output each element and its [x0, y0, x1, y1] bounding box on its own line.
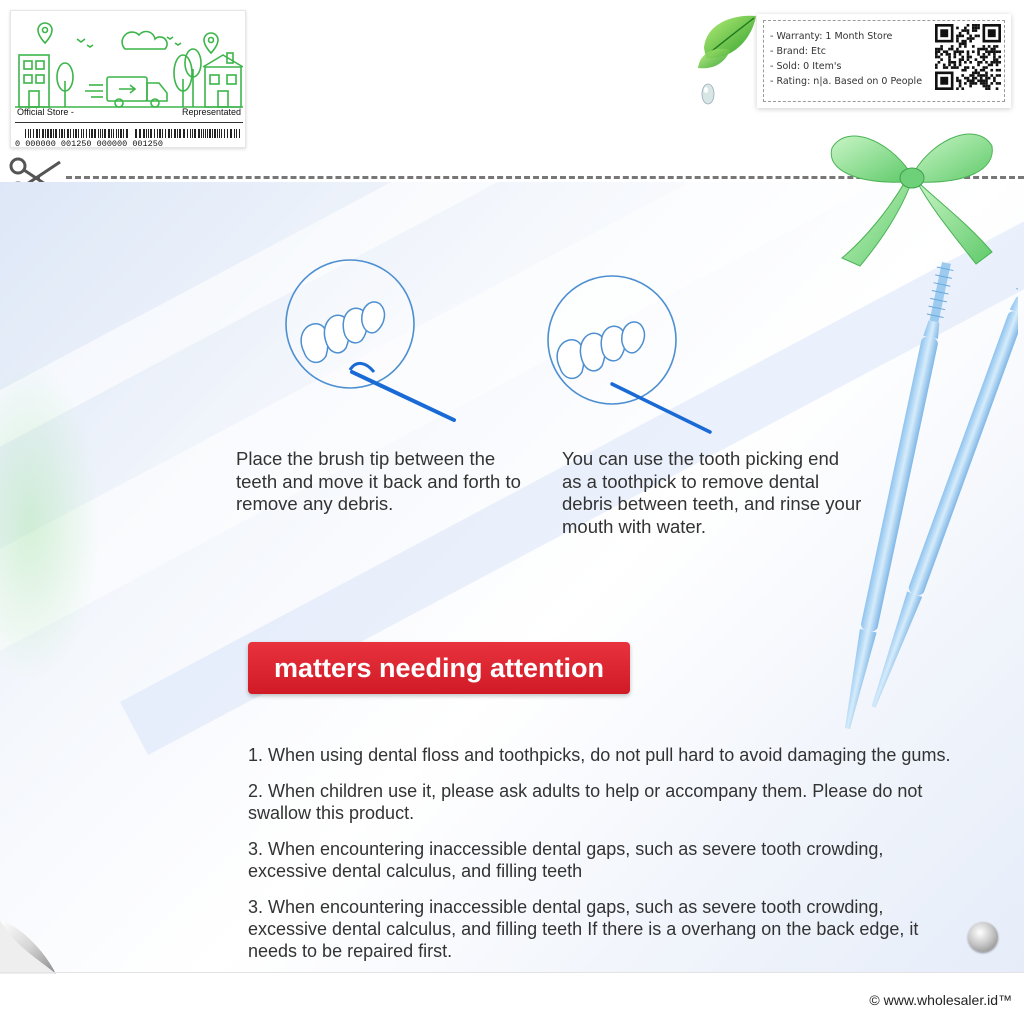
info-sold: - Sold: 0 Item's	[770, 61, 842, 72]
note-item: 1. When using dental floss and toothpicks, do not pull hard to avoid damaging the gums.	[248, 745, 951, 765]
notes-list	[248, 744, 998, 976]
note-item: 3. When encountering inaccessible dental gaps, such as severe tooth crowding, excessive dental calculus, and filling teeth If there is a overhang on the back edge, it needs to be repaired first.	[248, 897, 919, 961]
knob-icon	[968, 922, 998, 952]
page-curl-icon	[0, 920, 56, 974]
step-2-text: You can use the tooth picking end as a toothpick to remove dental debris between teeth, and rinse your mouth with water.	[562, 448, 862, 537]
store-left-label: Official Store -	[17, 107, 74, 117]
toothpick-step-illustration	[544, 272, 724, 442]
brush-step-illustration	[282, 256, 462, 426]
copyright-text: © www.wholesaler.id™	[869, 992, 1012, 1008]
info-card	[757, 14, 1011, 108]
step-1-text: Place the brush tip between the teeth and move it back and forth to remove any debris.	[236, 448, 521, 514]
qr-code-icon	[935, 24, 1001, 90]
note-item: 2. When children use it, please ask adults to help or accompany them. Please do not swallow this product.	[248, 781, 923, 823]
info-warranty: - Warranty: 1 Month Store	[770, 31, 893, 42]
green-haze	[0, 362, 100, 682]
footer-divider	[0, 972, 1024, 973]
info-rating: - Rating: n|a. Based on 0 People	[770, 76, 923, 87]
city-illustration-icon	[15, 19, 243, 111]
attention-banner: matters needing attention	[248, 642, 630, 694]
store-right-label: Representated	[181, 107, 241, 117]
leaf-drop-icon	[696, 12, 758, 112]
info-brand: - Brand: Etc	[770, 46, 826, 57]
store-labels	[15, 107, 243, 123]
bow-icon	[826, 118, 996, 270]
toothpick-icon	[808, 218, 1018, 738]
barcode-number: 0 000000 001250 000000 001250	[15, 139, 163, 147]
store-card	[10, 10, 246, 148]
note-item: 3. When encountering inaccessible dental gaps, such as severe tooth crowding, excessive dental calculus, and filling teeth	[248, 839, 884, 881]
barcode-icon	[15, 127, 243, 147]
info-list	[770, 29, 922, 89]
